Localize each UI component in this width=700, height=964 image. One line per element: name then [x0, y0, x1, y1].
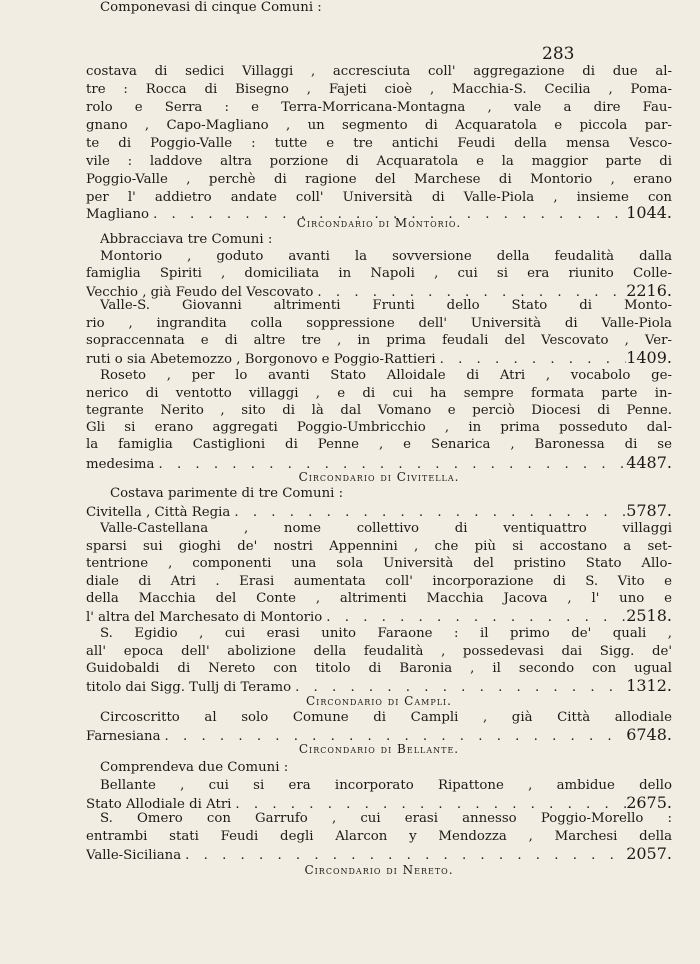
- population-count: 2057.: [626, 846, 672, 862]
- entry-text: ruti o sia Abetemozzo , Borgonovo e Poggio-Rattieri: [86, 352, 436, 366]
- text-line: gnano , Capo-Magliano , un segmento di Acquaratola e piccola par-: [86, 118, 672, 133]
- population-count: 2518.: [626, 608, 672, 624]
- population-entry: [86, 350, 672, 366]
- entry-text: l' altra del Marchesato di Montorio: [86, 610, 323, 624]
- section-heading: Circondario di Nereto.: [304, 863, 454, 877]
- text-line: per l' addietro andate coll' Università di Valle-Piola , insieme con: [86, 190, 672, 205]
- text-line: diale di Atri . Erasi aumentata coll' incorporazione di S. Vito e: [86, 574, 672, 589]
- text-line: all' epoca dell' abolizione della feudalità , possedevasi dai Sigg. de': [86, 644, 672, 659]
- text-line: rolo e Serra : e Terra-Morricana-Montagna , vale a dire Fau-: [86, 100, 672, 115]
- population-entry: [86, 503, 672, 519]
- entry-text: Vecchio , già Feudo del Vescovato: [86, 285, 314, 299]
- dot-leader: [291, 680, 626, 694]
- population-entry: [86, 283, 672, 299]
- text-line: sparsi sui gioghi de' nostri Appennini , che più si accostano a set-: [86, 539, 672, 554]
- entry-text: Stato Allodiale di Atri: [86, 797, 232, 811]
- text-line: Circoscritto al solo Comune di Campli , già Città allodiale: [100, 710, 672, 725]
- text-line: tentrione , componenti una sola Università del pristino Stato Allo-: [86, 556, 672, 571]
- population-entry: [86, 846, 672, 862]
- text-line: Abbracciava tre Comuni :: [100, 232, 273, 247]
- text-line: sopraccennata e di altre tre , in prima feudali del Vescovato , Ver-: [86, 333, 672, 348]
- text-line: te di Poggio-Valle : tutte e tre antichi Feudi della mensa Vesco-: [86, 136, 672, 151]
- dot-leader: [313, 285, 626, 299]
- text-line: famiglia Spiriti , domiciliata in Napoli , cui si era riunito Colle-: [86, 266, 672, 281]
- population-count: 6748.: [626, 727, 672, 743]
- text-line: Guidobaldi di Nereto con titolo di Baronia , il secondo con ugual: [86, 661, 672, 676]
- section-heading: Circondario di Civitella.: [298, 470, 460, 484]
- text-line: entrambi stati Feudi degli Alarcon y Mendozza , Marchesi della: [86, 829, 672, 844]
- population-entry: [86, 608, 672, 624]
- text-line: vile : laddove altra porzione di Acquaratola e la maggior parte di: [86, 154, 672, 169]
- text-line: nerico di ventotto villaggi , e di cui ha sempre formata parte in-: [86, 386, 672, 401]
- population-count: 2675.: [626, 795, 672, 811]
- section-heading: Circondario di Bellante.: [298, 742, 460, 756]
- dot-leader: [230, 505, 626, 519]
- text-line: Componevasi di cinque Comuni :: [100, 0, 322, 15]
- entry-text: medesima: [86, 457, 155, 471]
- population-count: 1409.: [626, 350, 672, 366]
- entry-text: Civitella , Città Regia: [86, 505, 231, 519]
- text-line: tegrante Nerito , sito di là dal Vomano e perciò Diocesi di Penne.: [86, 403, 672, 418]
- population-count: 1312.: [626, 678, 672, 694]
- entry-text: Magliano: [86, 207, 150, 221]
- text-line: rio , ingrandita colla soppressione dell' Università di Valle-Piola: [86, 316, 672, 331]
- dot-leader: [436, 352, 627, 366]
- text-line: Roseto , per lo avanti Stato Alloidale di Atri , vocabolo ge-: [100, 368, 672, 383]
- text-line: Costava parimente di tre Comuni :: [110, 486, 344, 501]
- dot-leader: [231, 797, 626, 811]
- text-line: Bellante , cui si era incorporato Ripattone , ambidue dello: [100, 778, 672, 793]
- text-line: Poggio-Valle , perchè di ragione del Marchese di Montorio , erano: [86, 172, 672, 187]
- text-line: della Macchia del Conte , altrimenti Macchia Jacova , l' uno e: [86, 591, 672, 606]
- entry-text: Valle-Siciliana: [86, 848, 182, 862]
- text-line: Valle-Castellana , nome collettivo di ventiquattro villaggi: [100, 521, 672, 536]
- text-line: Montorio , goduto avanti la sovversione della feudalità dalla: [100, 249, 672, 264]
- section-heading: Circondario di Campli.: [305, 694, 452, 708]
- population-count: 2216.: [626, 283, 672, 299]
- population-count: 4487.: [626, 455, 672, 471]
- dot-leader: [322, 610, 626, 624]
- text-line: Comprendeva due Comuni :: [100, 760, 289, 775]
- text-line: S. Egidio , cui erasi unito Faraone : il primo de' quali ,: [100, 626, 672, 641]
- population-entry: [86, 678, 672, 694]
- text-line: Gli si erano aggregati Poggio-Umbricchio , in prima posseduto dal-: [86, 420, 672, 435]
- population-count: 5787.: [626, 503, 672, 519]
- entry-text: titolo dai Sigg. Tullj di Teramo: [86, 680, 292, 694]
- section-heading: Circondario di Montorio.: [296, 216, 462, 230]
- text-line: S. Omero con Garrufo , cui erasi annesso Poggio-Morello :: [100, 811, 672, 826]
- dot-leader: [181, 848, 626, 862]
- text-line: costava di sedici Villaggi , accresciuta coll' aggregazione di due al-: [86, 64, 672, 79]
- entry-text: Farnesiana: [86, 729, 161, 743]
- population-count: 1044.: [626, 205, 672, 221]
- text-line: tre : Rocca di Bisegno , Fajeti cioè , Macchia-S. Cecilia , Poma-: [86, 82, 672, 97]
- text-line: la famiglia Castiglioni di Penne , e Senarica , Baronessa di se: [86, 437, 672, 452]
- population-entry: [86, 795, 672, 811]
- text-line: Valle-S. Giovanni altrimenti Frunti dello Stato di Monto-: [100, 298, 672, 313]
- page-number: 283: [542, 44, 575, 64]
